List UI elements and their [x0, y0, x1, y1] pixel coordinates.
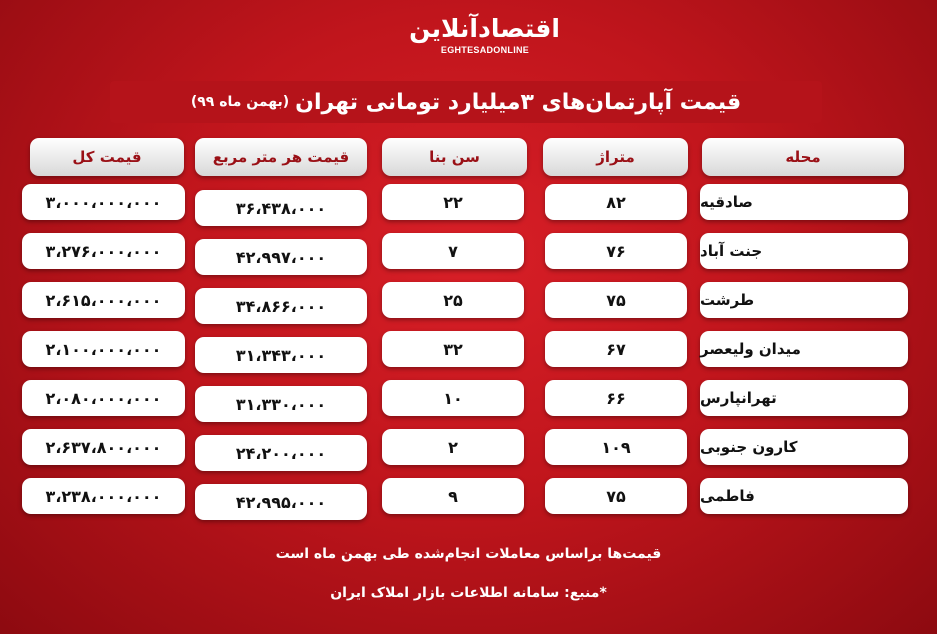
header-neighborhood: محله — [702, 138, 904, 176]
page-subtitle: (بهمن ماه ۹۹) — [190, 94, 290, 110]
cell-neighborhood: میدان ولیعصر — [700, 331, 908, 367]
cell-area: ۶۷ — [545, 331, 687, 367]
logo-english-text: EGHTESADONLINE — [440, 45, 530, 55]
cell-price-per-sqm: ۳۴،۸۶۶،۰۰۰ — [195, 288, 367, 324]
cell-age: ۷ — [382, 233, 524, 269]
source-note: *منبع: سامانه اطلاعات بازار املاک ایران — [330, 585, 607, 601]
cell-neighborhood: تهرانپارس — [700, 380, 908, 416]
cell-age: ۳۲ — [382, 331, 524, 367]
cell-neighborhood: کارون جنوبی — [700, 429, 908, 465]
logo-persian-text: اقتصادآنلاین — [409, 14, 560, 43]
cell-area: ۷۵ — [545, 282, 687, 318]
page-title: قیمت آپارتمان‌های ۳میلیارد تومانی تهران — [295, 89, 742, 115]
cell-total-price: ۳،۲۳۸،۰۰۰،۰۰۰ — [22, 478, 185, 514]
cell-total-price: ۲،۰۸۰،۰۰۰،۰۰۰ — [22, 380, 185, 416]
cell-price-per-sqm: ۳۶،۴۳۸،۰۰۰ — [195, 190, 367, 226]
cell-age: ۹ — [382, 478, 524, 514]
title-bar — [110, 81, 822, 123]
header-total-price: قیمت کل — [30, 138, 184, 176]
header-area: متراژ — [543, 138, 688, 176]
cell-total-price: ۲،۶۱۵،۰۰۰،۰۰۰ — [22, 282, 185, 318]
cell-age: ۲۵ — [382, 282, 524, 318]
cell-neighborhood: فاطمی — [700, 478, 908, 514]
logo — [410, 14, 560, 62]
cell-price-per-sqm: ۴۲،۹۹۵،۰۰۰ — [195, 484, 367, 520]
cell-total-price: ۲،۱۰۰،۰۰۰،۰۰۰ — [22, 331, 185, 367]
cell-area: ۸۲ — [545, 184, 687, 220]
cell-age: ۲۲ — [382, 184, 524, 220]
cell-age: ۱۰ — [382, 380, 524, 416]
cell-total-price: ۳،۲۷۶،۰۰۰،۰۰۰ — [22, 233, 185, 269]
cell-area: ۷۵ — [545, 478, 687, 514]
header-price-per-sqm: قیمت هر متر مربع — [195, 138, 367, 176]
cell-neighborhood: صادقیه — [700, 184, 908, 220]
cell-area: ۷۶ — [545, 233, 687, 269]
cell-total-price: ۲،۶۳۷،۸۰۰،۰۰۰ — [22, 429, 185, 465]
header-age: سن بنا — [382, 138, 527, 176]
cell-price-per-sqm: ۲۴،۲۰۰،۰۰۰ — [195, 435, 367, 471]
cell-price-per-sqm: ۴۲،۹۹۷،۰۰۰ — [195, 239, 367, 275]
cell-area: ۶۶ — [545, 380, 687, 416]
cell-price-per-sqm: ۳۱،۳۴۳،۰۰۰ — [195, 337, 367, 373]
cell-age: ۲ — [382, 429, 524, 465]
cell-neighborhood: طرشت — [700, 282, 908, 318]
cell-area: ۱۰۹ — [545, 429, 687, 465]
cell-total-price: ۳،۰۰۰،۰۰۰،۰۰۰ — [22, 184, 185, 220]
footnote: قیمت‌ها براساس معاملات انجام‌شده طی بهمن ماه است — [275, 546, 662, 562]
cell-neighborhood: جنت آباد — [700, 233, 908, 269]
cell-price-per-sqm: ۳۱،۳۳۰،۰۰۰ — [195, 386, 367, 422]
